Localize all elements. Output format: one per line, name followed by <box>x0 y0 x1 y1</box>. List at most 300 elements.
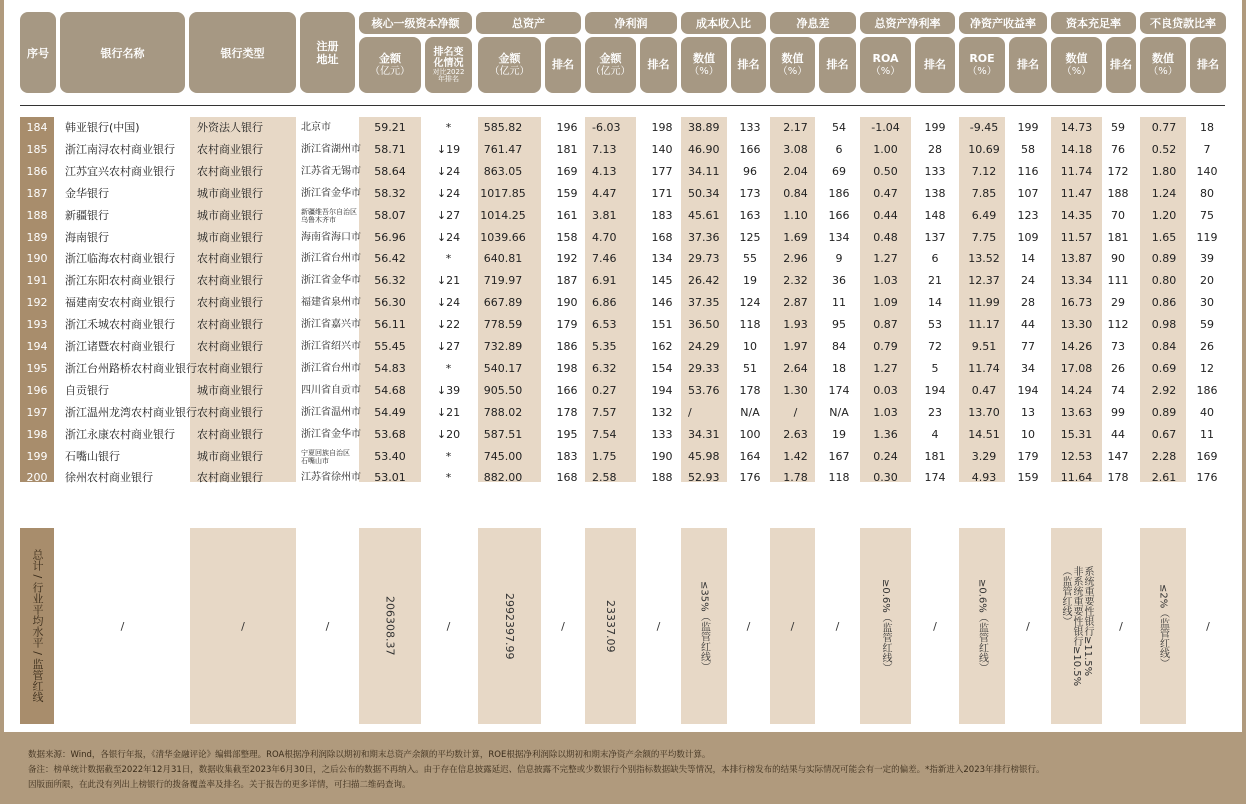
row-total-assets: 667.89 <box>483 296 523 310</box>
row-rank: 192 <box>26 296 48 310</box>
header-pct-label: （%） <box>1148 65 1178 77</box>
row-address: 浙江省嘉兴市 <box>301 319 361 331</box>
table-row <box>4 336 1242 358</box>
row-bank-type: 农村商业银行 <box>197 471 263 485</box>
row-cost-income: 53.76 <box>688 383 720 397</box>
row-roa: 0.87 <box>873 318 898 332</box>
header-roa-value <box>860 37 911 93</box>
row-rank: 190 <box>26 252 48 266</box>
row-bank-type: 农村商业银行 <box>197 164 263 178</box>
row-npl-rank: 11 <box>1200 427 1214 441</box>
row-net-profit: 4.13 <box>592 164 617 178</box>
row-net-profit: 6.32 <box>592 361 617 375</box>
row-npl-rank: 20 <box>1200 274 1214 288</box>
row-car: 13.87 <box>1060 252 1093 266</box>
row-car-rank: 178 <box>1107 471 1129 485</box>
header-nim-rank: 排名 <box>819 37 856 93</box>
header-roa-rank: 排名 <box>915 37 955 93</box>
row-roe: 11.99 <box>968 296 1000 310</box>
header-pct-label: （%） <box>689 65 719 77</box>
row-roa-rank: 138 <box>924 186 946 200</box>
row-cost-income: 34.31 <box>688 427 720 441</box>
row-nim-rank: 19 <box>832 427 846 441</box>
row-assets-rank: 186 <box>556 340 578 353</box>
row-total-assets: 761.47 <box>483 142 523 156</box>
row-car-rank: 26 <box>1111 361 1125 375</box>
row-assets-rank: 178 <box>556 405 578 419</box>
row-cost-income: 45.61 <box>688 208 720 222</box>
row-ci-rank: 163 <box>739 208 761 222</box>
header-roe-rank: 排名 <box>1009 37 1047 93</box>
row-roe: 14.51 <box>968 427 1000 441</box>
row-assets-rank: 187 <box>556 274 578 288</box>
row-roa-rank: 53 <box>928 318 942 332</box>
header-tier1-amount <box>359 37 421 93</box>
row-roe-rank: 107 <box>1017 186 1039 200</box>
row-total-assets: 732.89 <box>483 340 523 353</box>
row-tier1-amount: 56.32 <box>374 274 406 288</box>
row-roe-rank: 199 <box>1017 121 1039 134</box>
row-roa-rank: 72 <box>928 340 942 353</box>
row-roa-rank: 133 <box>924 164 946 178</box>
row-address: 浙江省金华市 <box>301 428 361 440</box>
row-address: 新疆维吾尔自治区 乌鲁木齐市 <box>301 207 357 224</box>
row-rank: 195 <box>26 361 48 375</box>
row-rank-change: * <box>445 121 452 134</box>
row-car-rank: 29 <box>1111 296 1125 310</box>
ranking-sheet <box>4 0 1242 732</box>
row-npl-rank: 169 <box>1196 449 1218 463</box>
footer-roe-rank-cell <box>1009 528 1047 724</box>
row-bank-name: 新疆银行 <box>65 208 109 222</box>
footer-car-redline: 系统重要性银行≥11.5% 非系统重要性银行≥10.5% （监管红线） <box>1060 565 1093 687</box>
row-npl-rank: 7 <box>1203 142 1211 156</box>
row-address: 浙江省绍兴市 <box>301 341 361 352</box>
row-nim-rank: 36 <box>832 274 846 288</box>
footnote-remark: 备注：榜单统计数据截至2022年12月31日，数据收集截至2023年6月30日，之后公布的数据不再纳入。由于存在信息披露延迟、信息披露不完整或少数银行个别指标数据缺失等情况，本排行榜发布的结果与实际情况可能会有一定的偏差。*指新进入2023年排行榜银行。 <box>28 765 1045 775</box>
row-npl: 1.24 <box>1151 186 1177 200</box>
row-tier1-amount: 58.32 <box>374 186 406 200</box>
row-ci-rank: 118 <box>739 318 761 332</box>
row-ci-rank: 51 <box>743 361 757 375</box>
row-nim-rank: 186 <box>828 186 850 200</box>
row-ci-rank: 173 <box>739 186 761 200</box>
row-car: 17.08 <box>1060 361 1093 375</box>
row-total-assets: 1017.85 <box>480 186 526 200</box>
row-npl: 2.92 <box>1151 383 1177 397</box>
row-profit-rank: 154 <box>651 361 673 375</box>
row-roe: 12.37 <box>968 274 1000 288</box>
row-assets-rank: 183 <box>556 449 578 463</box>
row-cost-income: 52.93 <box>688 471 720 485</box>
row-roe: 13.70 <box>968 405 1000 419</box>
row-roa: 1.03 <box>873 405 898 419</box>
row-ci-rank: 164 <box>739 449 761 463</box>
row-nim-rank: 134 <box>828 230 850 244</box>
row-total-assets: 882.00 <box>483 471 523 485</box>
row-bank-name: 徐州农村商业银行 <box>65 471 153 485</box>
row-address: 海南省海口市 <box>301 231 361 243</box>
row-cost-income: 50.34 <box>688 186 720 200</box>
row-net-profit: 0.27 <box>592 383 617 397</box>
row-address: 浙江省湖州市 <box>301 143 361 155</box>
footer-ci-rank-cell <box>731 528 766 724</box>
row-profit-rank: 151 <box>651 318 673 332</box>
row-npl-rank: 30 <box>1200 296 1214 310</box>
row-rank: 185 <box>26 142 48 156</box>
row-roe-rank: 44 <box>1021 318 1035 332</box>
row-npl: 0.80 <box>1151 274 1177 288</box>
row-nim-rank: 174 <box>828 383 850 397</box>
row-nim: 1.93 <box>783 318 808 332</box>
table-row <box>4 446 1242 468</box>
row-bank-type: 农村商业银行 <box>197 318 263 332</box>
row-car-rank: 44 <box>1111 427 1125 441</box>
header-pct-label: （%） <box>870 65 901 77</box>
row-net-profit: 3.81 <box>592 208 617 222</box>
header-value-label: 数值 <box>1065 51 1088 65</box>
footer-slash: / <box>561 619 565 633</box>
row-roe: 7.85 <box>971 186 997 200</box>
row-roa: 0.50 <box>873 164 898 178</box>
row-profit-rank: 183 <box>651 208 673 222</box>
row-car-rank: 59 <box>1111 121 1125 134</box>
row-rank: 197 <box>26 405 48 419</box>
row-bank-name: 韩亚银行(中国) <box>65 121 140 134</box>
row-roa: 1.03 <box>873 274 898 288</box>
row-profit-rank: 145 <box>651 274 673 288</box>
row-car: 13.30 <box>1060 318 1093 332</box>
row-tier1-amount: 54.68 <box>374 383 406 397</box>
row-npl-rank: 80 <box>1200 186 1214 200</box>
row-address: 浙江省台州市 <box>301 362 361 374</box>
row-nim: 2.17 <box>783 121 808 134</box>
row-bank-type: 农村商业银行 <box>197 405 263 419</box>
row-cost-income: 46.90 <box>688 142 720 156</box>
row-nim: 0.84 <box>783 186 808 200</box>
header-group-roa: 总资产净利率 <box>860 12 955 34</box>
row-rank-change: * <box>445 449 452 463</box>
row-cost-income: 29.33 <box>688 361 720 375</box>
row-net-profit: 4.47 <box>592 186 617 200</box>
header-car-rank: 排名 <box>1106 37 1136 93</box>
row-roa: 0.44 <box>873 208 898 222</box>
row-ci-rank: 55 <box>743 252 757 266</box>
row-car-rank: 90 <box>1111 252 1125 266</box>
table-row <box>4 183 1242 205</box>
row-roe-rank: 14 <box>1021 252 1035 266</box>
row-rank: 200 <box>26 471 48 485</box>
row-assets-rank: 169 <box>556 164 578 178</box>
row-nim-rank: 18 <box>832 361 846 375</box>
row-cost-income: 26.42 <box>688 274 720 288</box>
row-car-rank: 111 <box>1107 274 1129 288</box>
row-roe-rank: 116 <box>1017 164 1039 178</box>
row-assets-rank: 161 <box>556 208 578 222</box>
row-assets-rank: 190 <box>556 296 578 310</box>
footer-address-cell <box>300 528 355 724</box>
row-npl-rank: 26 <box>1200 340 1214 353</box>
header-assets-rank: 排名 <box>545 37 581 93</box>
row-car: 13.34 <box>1060 274 1093 288</box>
row-total-assets: 788.02 <box>483 405 523 419</box>
header-rank-change <box>425 37 472 93</box>
footer-assets-rank-cell <box>545 528 581 724</box>
row-address: 四川省自贡市 <box>301 384 361 396</box>
footer-slash: / <box>746 619 751 633</box>
footer-roe-cell <box>959 528 1005 724</box>
row-nim: / <box>793 405 798 419</box>
row-profit-rank: 132 <box>651 405 673 419</box>
header-group-tier1: 核心一级资本净额 <box>359 12 472 34</box>
row-nim-rank: 11 <box>832 296 846 310</box>
header-roa-label: ROA <box>872 51 899 65</box>
row-cost-income: 36.50 <box>688 318 720 332</box>
header-npl-rank: 排名 <box>1190 37 1226 93</box>
footer-roa-cell <box>860 528 911 724</box>
row-roe-rank: 159 <box>1017 471 1039 485</box>
row-npl-rank: 12 <box>1200 361 1214 375</box>
row-roa-rank: 4 <box>931 427 939 441</box>
row-total-assets: 585.82 <box>483 121 523 134</box>
footer-npl-redline: ≤2%（监管红线） <box>1157 583 1169 669</box>
footer-slash: / <box>656 619 661 633</box>
table-row <box>4 292 1242 314</box>
row-ci-rank: 19 <box>743 274 757 288</box>
row-profit-rank: 171 <box>651 186 673 200</box>
row-roa-rank: 181 <box>924 449 946 463</box>
row-tier1-amount: 58.07 <box>374 208 406 222</box>
header-profit-amount <box>585 37 636 93</box>
table-row <box>4 270 1242 292</box>
row-roa-rank: 6 <box>931 252 939 266</box>
row-npl-rank: 119 <box>1196 230 1218 244</box>
row-rank-change: ↓24 <box>436 186 461 200</box>
row-address: 浙江省温州市 <box>301 406 361 418</box>
row-roe: 6.49 <box>971 208 997 222</box>
row-rank-change: ↓24 <box>436 230 461 244</box>
row-address: 江苏省无锡市 <box>301 165 361 177</box>
row-npl: 0.84 <box>1151 340 1177 353</box>
row-ci-rank: 176 <box>739 471 761 485</box>
row-bank-name: 浙江永康农村商业银行 <box>65 427 175 441</box>
row-npl: 2.61 <box>1151 471 1177 485</box>
header-rank-change-line3: 对比2022 <box>432 68 465 76</box>
row-roe-rank: 77 <box>1021 340 1035 353</box>
row-roe: 0.47 <box>971 383 997 397</box>
row-npl: 0.89 <box>1151 252 1177 266</box>
row-assets-rank: 192 <box>556 252 578 266</box>
header-pct-label: （%） <box>777 65 808 77</box>
header-group-profit: 净利润 <box>585 12 677 34</box>
row-rank-change: * <box>445 361 452 375</box>
footnote-layout: 因版面所限，在此没有列出上榜银行的拨备覆盖率及排名。关于报告的更多详情，可扫描二维码查询。 <box>28 780 411 790</box>
footer-ci-cell <box>681 528 727 724</box>
row-rank: 187 <box>26 186 48 200</box>
row-assets-rank: 158 <box>556 230 578 244</box>
header-value-label: 数值 <box>693 51 715 65</box>
footer-profit-rank-cell <box>640 528 677 724</box>
row-address: 浙江省金华市 <box>301 275 361 287</box>
footer-npl-cell <box>1140 528 1186 724</box>
table-row <box>4 380 1242 402</box>
row-car: 11.64 <box>1060 471 1093 485</box>
row-rank: 189 <box>26 230 48 244</box>
row-npl-rank: 39 <box>1200 252 1214 266</box>
row-car-rank: 188 <box>1107 186 1129 200</box>
row-assets-rank: 196 <box>556 121 578 134</box>
row-address: 浙江省金华市 <box>301 187 361 199</box>
row-net-profit: 6.53 <box>592 318 617 332</box>
row-assets-rank: 198 <box>556 361 578 375</box>
row-profit-rank: 198 <box>651 121 673 134</box>
row-bank-type: 农村商业银行 <box>197 340 263 353</box>
header-pct-label: （%） <box>967 65 997 77</box>
row-ci-rank: 133 <box>739 121 761 134</box>
row-npl: 1.65 <box>1151 230 1177 244</box>
row-ci-rank: 166 <box>739 142 761 156</box>
row-roa-rank: 23 <box>928 405 942 419</box>
row-cost-income: 29.73 <box>688 252 720 266</box>
row-roe: -9.45 <box>969 121 999 134</box>
row-assets-rank: 166 <box>556 383 578 397</box>
row-bank-name: 福建南安农村商业银行 <box>65 296 175 310</box>
row-roe-rank: 109 <box>1017 230 1039 244</box>
row-rank-change: ↓22 <box>436 318 461 332</box>
row-profit-rank: 133 <box>651 427 673 441</box>
header-profit-rank: 排名 <box>640 37 677 93</box>
row-cost-income: 45.98 <box>688 449 720 463</box>
footer-car-cell <box>1051 528 1102 724</box>
row-bank-name: 石嘴山银行 <box>65 449 120 463</box>
header-bank-type: 银行类型 <box>189 12 296 93</box>
row-car-rank: 70 <box>1111 208 1125 222</box>
footer-assets-cell <box>478 528 541 724</box>
header-group-roe: 净资产收益率 <box>959 12 1047 34</box>
row-net-profit: 7.46 <box>592 252 617 266</box>
row-nim-rank: 95 <box>832 318 846 332</box>
row-roe-rank: 179 <box>1017 449 1039 463</box>
footer-car-rank-cell <box>1106 528 1136 724</box>
row-roe-rank: 194 <box>1017 383 1039 397</box>
table-row <box>4 227 1242 249</box>
row-nim-rank: 167 <box>828 449 850 463</box>
row-nim: 2.04 <box>783 164 808 178</box>
footer-tier1-total: 206308.37 <box>383 596 397 656</box>
row-car: 11.74 <box>1060 164 1093 178</box>
row-nim: 1.10 <box>783 208 808 222</box>
row-net-profit: 1.75 <box>592 449 617 463</box>
row-bank-name: 浙江温州龙湾农村商业银行 <box>65 405 197 419</box>
row-car-rank: 76 <box>1111 142 1125 156</box>
row-rank-change: ↓21 <box>436 405 461 419</box>
row-nim: 1.69 <box>783 230 808 244</box>
row-nim: 1.42 <box>783 449 808 463</box>
row-bank-type: 城市商业银行 <box>197 449 263 463</box>
row-car: 16.73 <box>1060 296 1093 310</box>
row-bank-type: 农村商业银行 <box>197 274 263 288</box>
row-rank: 194 <box>26 340 48 353</box>
row-ci-rank: 10 <box>743 340 757 353</box>
row-net-profit: 4.70 <box>592 230 617 244</box>
row-rank-change: ↓19 <box>436 142 461 156</box>
row-total-assets: 587.51 <box>483 427 523 441</box>
row-tier1-amount: 54.49 <box>374 405 406 419</box>
row-roa: 1.36 <box>873 427 898 441</box>
row-total-assets: 745.00 <box>483 449 523 463</box>
row-assets-rank: 195 <box>556 427 578 441</box>
row-nim: 1.78 <box>783 471 808 485</box>
row-ci-rank: N/A <box>740 405 760 419</box>
row-bank-name: 金华银行 <box>65 186 109 200</box>
footer-slash: / <box>790 619 795 633</box>
row-bank-type: 城市商业银行 <box>197 186 263 200</box>
row-net-profit: -6.03 <box>592 121 621 134</box>
row-bank-type: 农村商业银行 <box>197 427 263 441</box>
footer-type-cell <box>190 528 296 724</box>
row-tier1-amount: 56.96 <box>374 230 406 244</box>
row-roa-rank: 174 <box>924 471 946 485</box>
footer-roa-redline: ≥0.6%（监管红线） <box>880 579 891 673</box>
row-address: 江苏省徐州市 <box>301 472 361 484</box>
row-car-rank: 112 <box>1107 318 1129 332</box>
row-nim-rank: N/A <box>829 405 849 419</box>
row-car: 14.18 <box>1060 142 1093 156</box>
row-roa: 0.24 <box>873 449 898 463</box>
footer-roe-redline: ≥0.6%（监管红线） <box>976 579 988 673</box>
header-roe-value <box>959 37 1005 93</box>
table-row <box>4 161 1242 183</box>
row-total-assets: 1039.66 <box>480 230 526 244</box>
row-car: 14.35 <box>1060 208 1093 222</box>
header-address: 注册 地址 <box>300 12 355 93</box>
row-roa: 0.03 <box>873 383 898 397</box>
footer-slash: / <box>1206 619 1210 633</box>
footer-slash: / <box>1026 619 1030 633</box>
row-nim-rank: 6 <box>835 142 843 156</box>
row-bank-name: 浙江禾城农村商业银行 <box>65 318 175 332</box>
footer-ci-redline: ≤35%（监管红线） <box>698 580 710 672</box>
row-bank-name: 浙江东阳农村商业银行 <box>65 274 175 288</box>
row-bank-type: 外资法人银行 <box>197 121 263 134</box>
row-bank-name: 浙江台州路桥农村商业银行 <box>65 361 197 375</box>
row-net-profit: 7.57 <box>592 405 617 419</box>
table-row <box>4 139 1242 161</box>
row-ci-rank: 178 <box>739 383 761 397</box>
header-rank-change-line4: 年排名 <box>438 75 459 83</box>
row-net-profit: 5.35 <box>592 340 617 353</box>
row-cost-income: 37.35 <box>688 296 720 310</box>
row-roe-rank: 13 <box>1021 405 1035 419</box>
footnotes <box>28 748 1228 793</box>
row-tier1-amount: 55.45 <box>374 340 406 353</box>
row-bank-name: 浙江诸暨农村商业银行 <box>65 340 175 353</box>
header-assets-amount <box>478 37 541 93</box>
row-total-assets: 540.17 <box>483 361 523 375</box>
row-nim: 2.63 <box>783 427 808 441</box>
row-rank-change: ↓20 <box>436 427 461 441</box>
footer-label-cell <box>20 528 54 724</box>
row-npl: 1.80 <box>1151 164 1177 178</box>
header-amount-label: 金额 <box>379 51 401 65</box>
row-tier1-amount: 58.71 <box>374 142 406 156</box>
row-rank: 191 <box>26 274 48 288</box>
row-roa: 1.09 <box>873 296 898 310</box>
row-npl-rank: 40 <box>1200 405 1214 419</box>
row-total-assets: 778.59 <box>483 318 523 332</box>
row-rank-change: * <box>445 471 452 485</box>
row-bank-type: 农村商业银行 <box>197 361 263 375</box>
